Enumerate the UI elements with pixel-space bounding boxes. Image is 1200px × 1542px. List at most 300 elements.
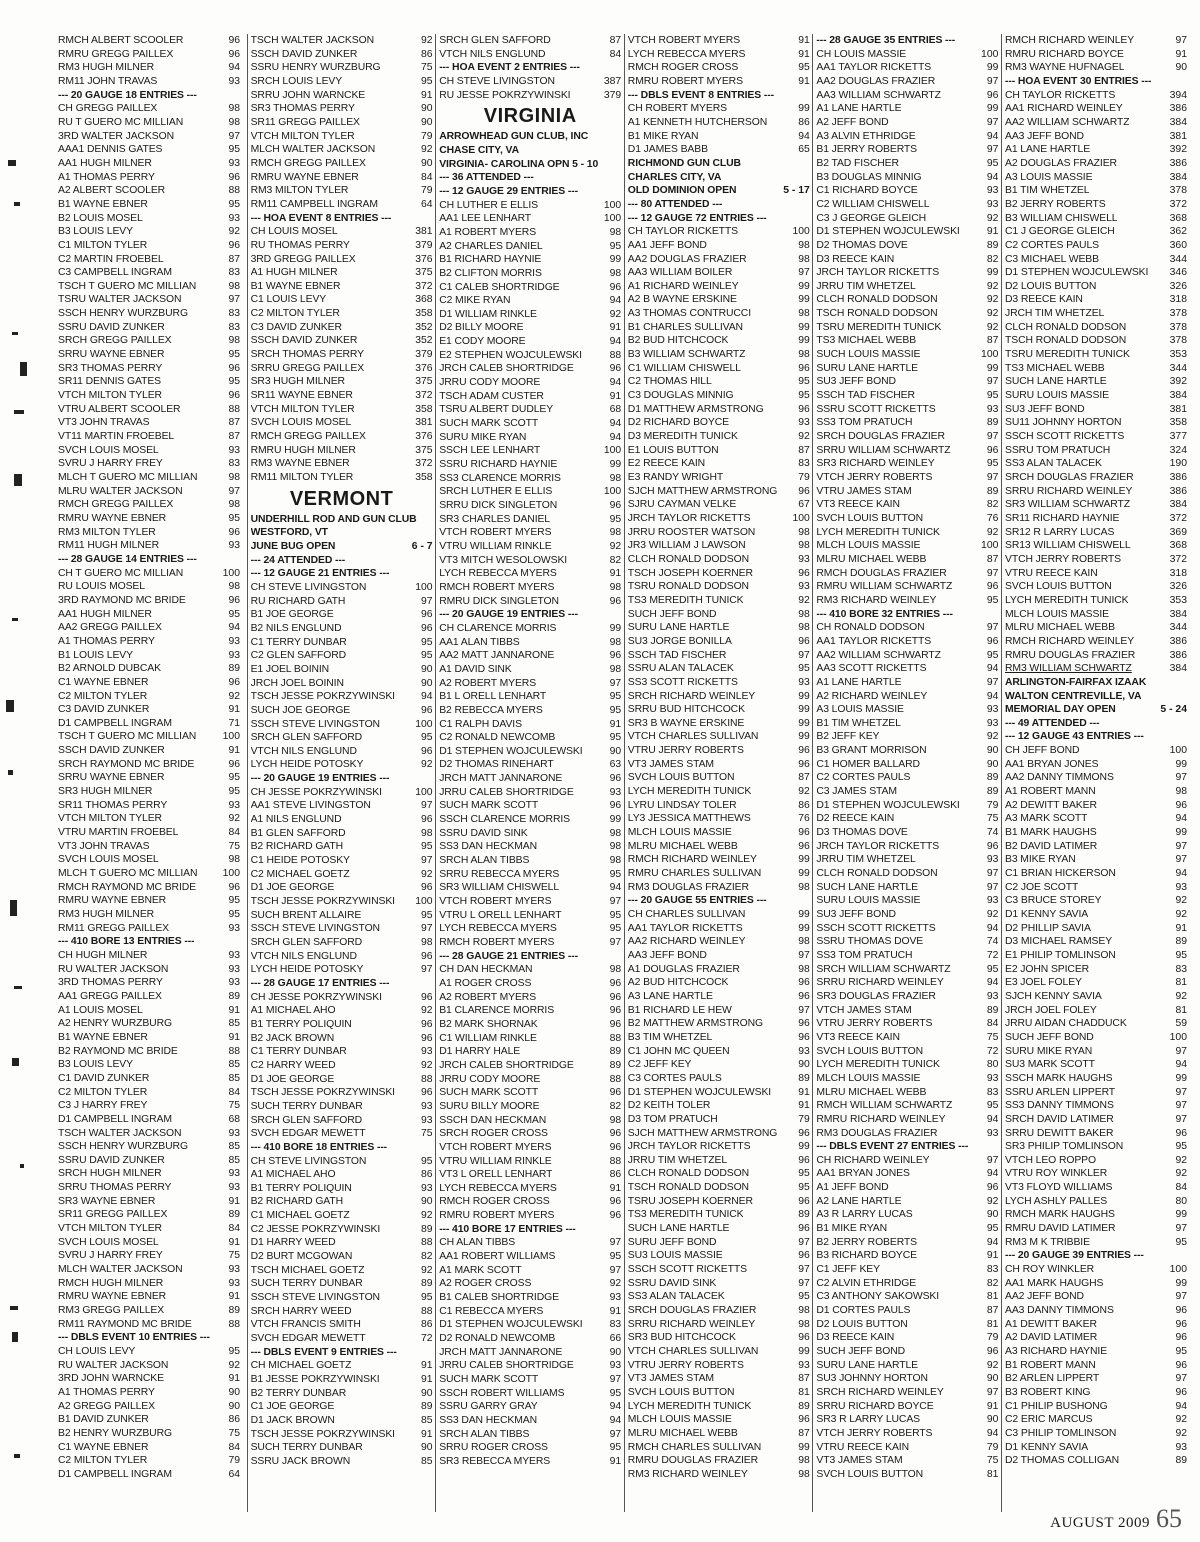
- result-row: [251, 34, 433, 48]
- result-row: [1005, 649, 1187, 663]
- row-label: OLD DOMINION OPEN: [627, 185, 737, 197]
- row-label: SR3 RICHARD WEINLEY: [816, 458, 935, 470]
- row-label: VTCH ROBERT MYERS: [439, 527, 552, 539]
- row-label: E2 STEPHEN WOJCULEWSKI: [439, 349, 582, 361]
- row-score: 98: [798, 349, 810, 361]
- result-row: [58, 48, 240, 62]
- result-row: [439, 485, 621, 499]
- row-label: C3 JAMES STAM: [816, 786, 897, 798]
- result-row: [816, 1127, 998, 1141]
- row-label: VTCH FRANCIS SMITH: [250, 1319, 361, 1331]
- row-score: 98: [798, 1468, 810, 1480]
- row-score: 98: [798, 308, 810, 320]
- result-row: [816, 1468, 998, 1482]
- result-row: [439, 89, 621, 103]
- row-label: VT3 JOHN TRAVAS: [58, 417, 150, 429]
- row-score: 64: [421, 198, 433, 210]
- row-score: 91: [421, 1428, 433, 1440]
- row-label: C2 CORTES PAULS: [1005, 239, 1099, 251]
- row-label: MLRU WALTER JACKSON: [58, 485, 183, 497]
- event-heading: [628, 212, 810, 226]
- row-label: C1 HOMER BALLARD: [816, 758, 920, 770]
- row-score: 89: [798, 1400, 810, 1412]
- row-label: --- HOA EVENT 8 ENTRIES ---: [250, 212, 392, 224]
- row-label: E2 REECE KAIN: [627, 458, 706, 470]
- result-row: [58, 785, 240, 799]
- result-row: [58, 567, 240, 581]
- row-label: RM11 JOHN TRAVAS: [58, 75, 158, 87]
- row-label: TSCH JESSE POKRZYWINSKI: [250, 896, 395, 908]
- result-row: [816, 293, 998, 307]
- row-label: RMRU DOUGLAS FRAZIER: [1005, 649, 1136, 661]
- row-label: TSCH T GUERO MC MILLIAN: [58, 731, 197, 743]
- result-row: [251, 1277, 433, 1291]
- result-row: [58, 1208, 240, 1222]
- row-label: RM3 WILLIAM SCHWARTZ: [1005, 663, 1132, 675]
- row-score: 86: [421, 48, 433, 60]
- result-row: [816, 799, 998, 813]
- result-row: [816, 635, 998, 649]
- row-score: 88: [228, 1318, 240, 1330]
- result-row: [251, 1236, 433, 1250]
- row-score: 96: [798, 1223, 810, 1235]
- row-label: C3 ANTHONY SAKOWSKI: [816, 1291, 940, 1303]
- result-row: [816, 334, 998, 348]
- row-score: 96: [1175, 1127, 1187, 1139]
- row-label: VTRU JERRY ROBERTS: [816, 1018, 933, 1030]
- row-score: 90: [986, 745, 999, 757]
- row-score: 97: [421, 855, 433, 867]
- result-row: [58, 157, 240, 171]
- row-label: A1 DEWITT BAKER: [1005, 1318, 1097, 1330]
- row-score: 95: [798, 376, 810, 388]
- row-score: 96: [1175, 1332, 1187, 1344]
- row-label: AA2 DOUGLAS FRAZIER: [627, 253, 747, 265]
- result-row: [439, 1318, 621, 1332]
- result-row: [1005, 375, 1187, 389]
- row-label: LYCH MEREDITH TUNICK: [816, 1059, 940, 1071]
- row-label: B2 RAYMOND MC BRIDE: [58, 1045, 178, 1057]
- row-score: 72: [986, 1045, 999, 1057]
- result-row: [816, 771, 998, 785]
- state-heading: VERMONT: [289, 487, 394, 510]
- row-score: 93: [421, 1046, 433, 1058]
- row-label: A1 DOUGLAS FRAZIER: [627, 963, 740, 975]
- row-score: 97: [798, 1264, 810, 1276]
- row-score: 99: [798, 854, 810, 866]
- row-score: 94: [609, 336, 622, 348]
- result-row: [816, 471, 998, 485]
- row-score: 375: [415, 267, 433, 279]
- result-row: [816, 89, 998, 103]
- row-label: CLCH RONALD DODSON: [1005, 321, 1127, 333]
- result-row: [628, 334, 810, 348]
- row-label: --- 20 GAUGE 18 ENTRIES ---: [58, 89, 197, 101]
- result-row: [816, 1249, 998, 1263]
- row-score: 352: [415, 321, 433, 333]
- row-label: A1 THOMAS PERRY: [58, 171, 155, 183]
- row-score: 95: [986, 390, 999, 402]
- row-score: 96: [609, 800, 622, 812]
- result-row: [439, 1209, 621, 1223]
- row-score: 5 - 17: [783, 185, 810, 197]
- result-row: [816, 567, 998, 581]
- row-score: 92: [986, 1195, 999, 1207]
- row-label: RM3 WAYNE HUFNAGEL: [1005, 62, 1125, 74]
- row-score: 94: [609, 882, 622, 894]
- row-label: C2 MARTIN FROEBEL: [58, 253, 164, 265]
- result-row: [251, 745, 433, 759]
- row-score: 96: [609, 1018, 622, 1030]
- row-label: SR3 PHILIP TOMLINSON: [1005, 1141, 1124, 1153]
- row-score: 90: [421, 116, 433, 128]
- row-label: CLCH RONALD DODSON: [816, 294, 938, 306]
- row-score: 97: [609, 677, 622, 689]
- row-score: 97: [609, 896, 622, 908]
- row-label: SVCH LOUIS MOSEL: [250, 417, 352, 429]
- result-row: [628, 717, 810, 731]
- row-label: A2 ROBERT MYERS: [439, 677, 537, 689]
- row-score: 95: [421, 732, 433, 744]
- row-label: C2 ERIC MARCUS: [1005, 1414, 1093, 1426]
- result-row: [628, 1331, 810, 1345]
- row-score: 318: [1169, 567, 1187, 579]
- row-score: 375: [415, 376, 433, 388]
- row-label: RM11 HUGH MILNER: [58, 540, 159, 552]
- result-row: [58, 1222, 240, 1236]
- row-label: SJCH MATTHEW ARMSTRONG: [627, 1127, 778, 1139]
- row-label: VTCH NILS ENGLUND: [250, 950, 357, 962]
- row-score: 97: [1175, 35, 1187, 46]
- row-label: CH TAYLOR RICKETTS: [1005, 89, 1116, 101]
- row-score: 90: [421, 1196, 433, 1208]
- row-score: 82: [986, 499, 999, 511]
- result-row: [628, 1386, 810, 1400]
- row-score: 99: [798, 1346, 810, 1357]
- result-row: [816, 812, 998, 826]
- row-score: 95: [986, 157, 999, 169]
- row-label: E1 CODY MOORE: [439, 336, 526, 348]
- result-row: [1005, 1304, 1187, 1318]
- result-row: [1005, 321, 1187, 335]
- row-label: D1 KENNY SAVIA: [1005, 909, 1089, 920]
- row-label: VTRU MARTIN FROEBEL: [58, 827, 179, 839]
- result-row: [816, 826, 998, 840]
- row-score: 92: [1175, 895, 1187, 907]
- result-row: [439, 1291, 621, 1305]
- row-score: 98: [609, 1114, 622, 1126]
- result-row: [58, 34, 240, 48]
- row-score: 99: [798, 280, 810, 292]
- row-score: 96: [986, 1346, 999, 1357]
- row-score: 96: [798, 977, 810, 989]
- row-score: 96: [421, 1087, 433, 1099]
- row-score: 83: [228, 308, 240, 320]
- row-score: 87: [228, 431, 240, 443]
- row-label: SUCH MARK SCOTT: [439, 1374, 539, 1385]
- result-row: [251, 334, 433, 348]
- result-row: [816, 457, 998, 471]
- result-row: [439, 335, 621, 349]
- row-score: 384: [1169, 499, 1187, 511]
- result-row: [251, 253, 433, 267]
- row-score: 95: [609, 691, 622, 703]
- result-row: [816, 922, 998, 936]
- row-score: 90: [421, 103, 433, 115]
- club-info: [628, 157, 810, 171]
- row-score: 369: [1169, 526, 1187, 538]
- result-row: [1005, 621, 1187, 635]
- result-row: [628, 321, 810, 335]
- row-label: AA1 RICHARD WEINLEY: [1005, 103, 1123, 115]
- row-label: RMCH MARK HAUGHS: [1005, 1209, 1115, 1221]
- row-score: 95: [798, 62, 810, 74]
- row-label: VTCH MILTON TYLER: [250, 130, 355, 142]
- result-row: [58, 1167, 240, 1181]
- row-score: 92: [986, 731, 999, 743]
- row-label: A1 ROGER CROSS: [439, 977, 532, 989]
- row-label: AA2 MATT JANNARONE: [439, 650, 555, 662]
- row-label: A2 LANE HARTLE: [816, 1195, 902, 1207]
- result-row: [251, 1318, 433, 1332]
- result-row: [628, 1031, 810, 1045]
- row-score: 92: [986, 294, 999, 306]
- row-score: 96: [798, 362, 810, 374]
- row-score: 93: [228, 1127, 240, 1139]
- row-score: 90: [986, 1209, 999, 1221]
- row-label: SSCH STEVE LIVINGSTON: [250, 923, 380, 935]
- row-label: A2 ROBERT MYERS: [439, 991, 537, 1003]
- row-score: 92: [986, 321, 999, 333]
- row-score: 93: [798, 417, 810, 429]
- row-label: SSCH HENRY WURZBURG: [58, 308, 188, 320]
- row-label: B2 RICHARD GATH: [250, 841, 344, 853]
- result-row: [251, 1073, 433, 1087]
- row-score: 67: [798, 499, 810, 511]
- result-row: [251, 1168, 433, 1182]
- row-score: 64: [228, 1468, 240, 1480]
- row-score: 97: [1175, 1291, 1187, 1303]
- row-label: SRCH WILLIAM SCHWARTZ: [816, 963, 951, 975]
- row-label: A1 ROBERT MANN: [1005, 786, 1096, 798]
- result-row: [439, 362, 621, 376]
- row-label: LYCH REBECCA MYERS: [627, 48, 746, 60]
- row-label: SSCH STEVE LIVINGSTON: [250, 1292, 380, 1304]
- result-row: [628, 703, 810, 717]
- result-row: [439, 417, 621, 431]
- row-label: CHASE CITY, VA: [439, 144, 519, 156]
- event-heading: [58, 1331, 240, 1345]
- row-label: D1 MATTHEW ARMSTRONG: [627, 403, 764, 415]
- row-score: 97: [1175, 1113, 1187, 1125]
- row-score: 346: [1169, 267, 1187, 279]
- row-score: 94: [609, 431, 622, 443]
- result-row: [816, 1058, 998, 1072]
- row-score: 85: [421, 1455, 433, 1467]
- row-score: 98: [609, 855, 622, 867]
- row-label: RMCH ALBERT SCOOLER: [58, 35, 184, 46]
- result-row: [816, 389, 998, 403]
- row-score: 75: [421, 62, 433, 74]
- row-label: B3 WILLIAM CHISWELL: [1005, 212, 1118, 224]
- row-label: VTCH LEO ROPPO: [1005, 1154, 1096, 1166]
- row-score: 386: [1169, 649, 1187, 661]
- result-row: [439, 827, 621, 841]
- result-row: [58, 976, 240, 990]
- row-score: 100: [603, 486, 622, 498]
- row-label: AA3 DANNY TIMMONS: [1005, 1305, 1114, 1317]
- row-score: 95: [228, 376, 240, 388]
- row-score: 96: [798, 990, 810, 1002]
- result-row: [439, 444, 621, 458]
- row-label: VTCH MILTON TYLER: [58, 390, 162, 402]
- row-label: LYCH MEREDITH TUNICK: [1005, 594, 1129, 606]
- result-row: [816, 881, 998, 895]
- row-label: JRCH TAYLOR RICKETTS: [627, 1141, 751, 1153]
- row-score: 96: [609, 773, 622, 785]
- row-score: 95: [609, 1387, 622, 1399]
- row-score: 85: [228, 1154, 240, 1166]
- row-score: 384: [1169, 116, 1187, 128]
- row-score: 87: [798, 1373, 810, 1385]
- row-score: 91: [228, 1004, 240, 1016]
- result-row: [58, 430, 240, 444]
- result-row: [439, 526, 621, 540]
- row-label: D2 PHILLIP SAVIA: [1005, 922, 1091, 934]
- row-label: 3RD RAYMOND MC BRIDE: [58, 594, 186, 606]
- row-label: 3RD THOMAS PERRY: [58, 977, 163, 989]
- row-score: 96: [798, 840, 810, 852]
- row-score: 386: [1169, 157, 1187, 169]
- row-score: 91: [798, 75, 810, 87]
- result-row: [439, 1127, 621, 1141]
- row-score: 92: [228, 690, 240, 702]
- result-row: [251, 1428, 433, 1442]
- row-score: 88: [228, 1045, 240, 1057]
- row-label: B3 WILLIAM SCHWARTZ: [627, 349, 746, 361]
- result-row: [1005, 539, 1187, 553]
- row-label: CLCH RONALD DODSON: [627, 1168, 749, 1180]
- result-row: [251, 868, 433, 882]
- row-score: 93: [986, 704, 999, 716]
- row-label: RMCH DOUGLAS FRAZIER: [816, 567, 947, 579]
- result-row: [251, 1004, 433, 1018]
- row-label: WESTFORD, VT: [250, 527, 328, 539]
- row-score: 100: [1169, 1031, 1187, 1043]
- row-label: CLCH RONALD DODSON: [627, 553, 749, 565]
- result-row: [58, 321, 240, 335]
- result-row: [58, 130, 240, 144]
- result-row: [58, 908, 240, 922]
- row-score: 358: [415, 403, 433, 415]
- row-score: 91: [228, 1195, 240, 1207]
- row-label: A2 DOUGLAS FRAZIER: [1005, 157, 1117, 169]
- row-score: 86: [421, 1169, 433, 1181]
- result-row: [816, 703, 998, 717]
- row-score: 93: [986, 854, 999, 866]
- event-heading: [628, 894, 810, 908]
- row-label: SVRU J HARRY FREY: [58, 1250, 163, 1262]
- row-label: C3 DAVID ZUNKER: [58, 704, 150, 716]
- row-label: --- 28 GAUGE 35 ENTRIES ---: [816, 35, 956, 46]
- result-row: [628, 348, 810, 362]
- row-score: 65: [798, 144, 810, 156]
- row-label: 3RD JOHN WARNCKE: [58, 1373, 164, 1385]
- row-score: 92: [609, 1278, 622, 1290]
- row-label: RMRU DAVID LATIMER: [1005, 1223, 1116, 1235]
- result-row: [1005, 184, 1187, 198]
- result-row: [628, 143, 810, 157]
- result-row: [628, 976, 810, 990]
- row-score: 89: [986, 239, 999, 251]
- row-label: A3 RICHARD HAYNIE: [1005, 1346, 1108, 1357]
- row-score: 99: [609, 459, 622, 471]
- event-heading: [1005, 730, 1187, 744]
- result-row: [251, 950, 433, 964]
- result-row: [58, 853, 240, 867]
- row-label: RMCH ROGER CROSS: [439, 1196, 550, 1208]
- row-score: 98: [609, 226, 622, 238]
- row-label: SRCH RAYMOND MC BRIDE: [58, 758, 195, 770]
- row-score: 90: [421, 663, 433, 675]
- result-row: [251, 1387, 433, 1401]
- row-label: LYCH HEIDE POTOSKY: [250, 759, 364, 771]
- row-score: 96: [1175, 1305, 1187, 1317]
- row-score: 96: [609, 1210, 622, 1222]
- result-row: [628, 1086, 810, 1100]
- event-heading: [439, 950, 621, 964]
- row-score: 379: [415, 349, 433, 361]
- result-row: [251, 184, 433, 198]
- result-row: [251, 799, 433, 813]
- row-score: 96: [421, 609, 433, 621]
- row-score: 98: [228, 472, 240, 483]
- result-row: [816, 1413, 998, 1427]
- row-label: VT3 FLOYD WILLIAMS: [1005, 1182, 1113, 1194]
- row-score: 94: [609, 377, 622, 389]
- row-label: SSCH HENRY WURZBURG: [58, 1141, 188, 1153]
- row-score: 93: [421, 1182, 433, 1194]
- row-label: RM3 MILTON TYLER: [250, 185, 349, 197]
- result-row: [439, 540, 621, 554]
- result-row: [439, 963, 621, 977]
- row-score: 81: [986, 1318, 999, 1330]
- row-label: RU RICHARD GATH: [250, 595, 346, 607]
- row-label: VTRU L ORELL LENHART: [439, 909, 562, 921]
- result-row: [58, 143, 240, 157]
- result-row: [439, 1305, 621, 1319]
- result-row: [628, 116, 810, 130]
- result-row: [816, 444, 998, 458]
- result-row: [816, 143, 998, 157]
- row-score: 96: [798, 1031, 810, 1043]
- row-score: 96: [228, 362, 240, 374]
- row-label: RMRU WAYNE EBNER: [58, 1291, 167, 1303]
- row-score: 96: [1175, 799, 1187, 811]
- event-heading: [251, 212, 433, 226]
- result-row: [439, 1141, 621, 1155]
- row-label: D2 REECE KAIN: [816, 813, 895, 825]
- result-row: [58, 730, 240, 744]
- row-score: 94: [1175, 1400, 1187, 1412]
- result-row: [58, 1468, 240, 1482]
- row-label: --- 80 ATTENDED ---: [627, 198, 723, 210]
- result-row: [816, 1345, 998, 1359]
- row-label: SRRU RICHARD WEINLEY: [816, 977, 944, 989]
- row-score: 92: [798, 786, 810, 798]
- row-label: 3RD WALTER JACKSON: [58, 130, 174, 142]
- row-label: B3 ROBERT KING: [1005, 1386, 1091, 1398]
